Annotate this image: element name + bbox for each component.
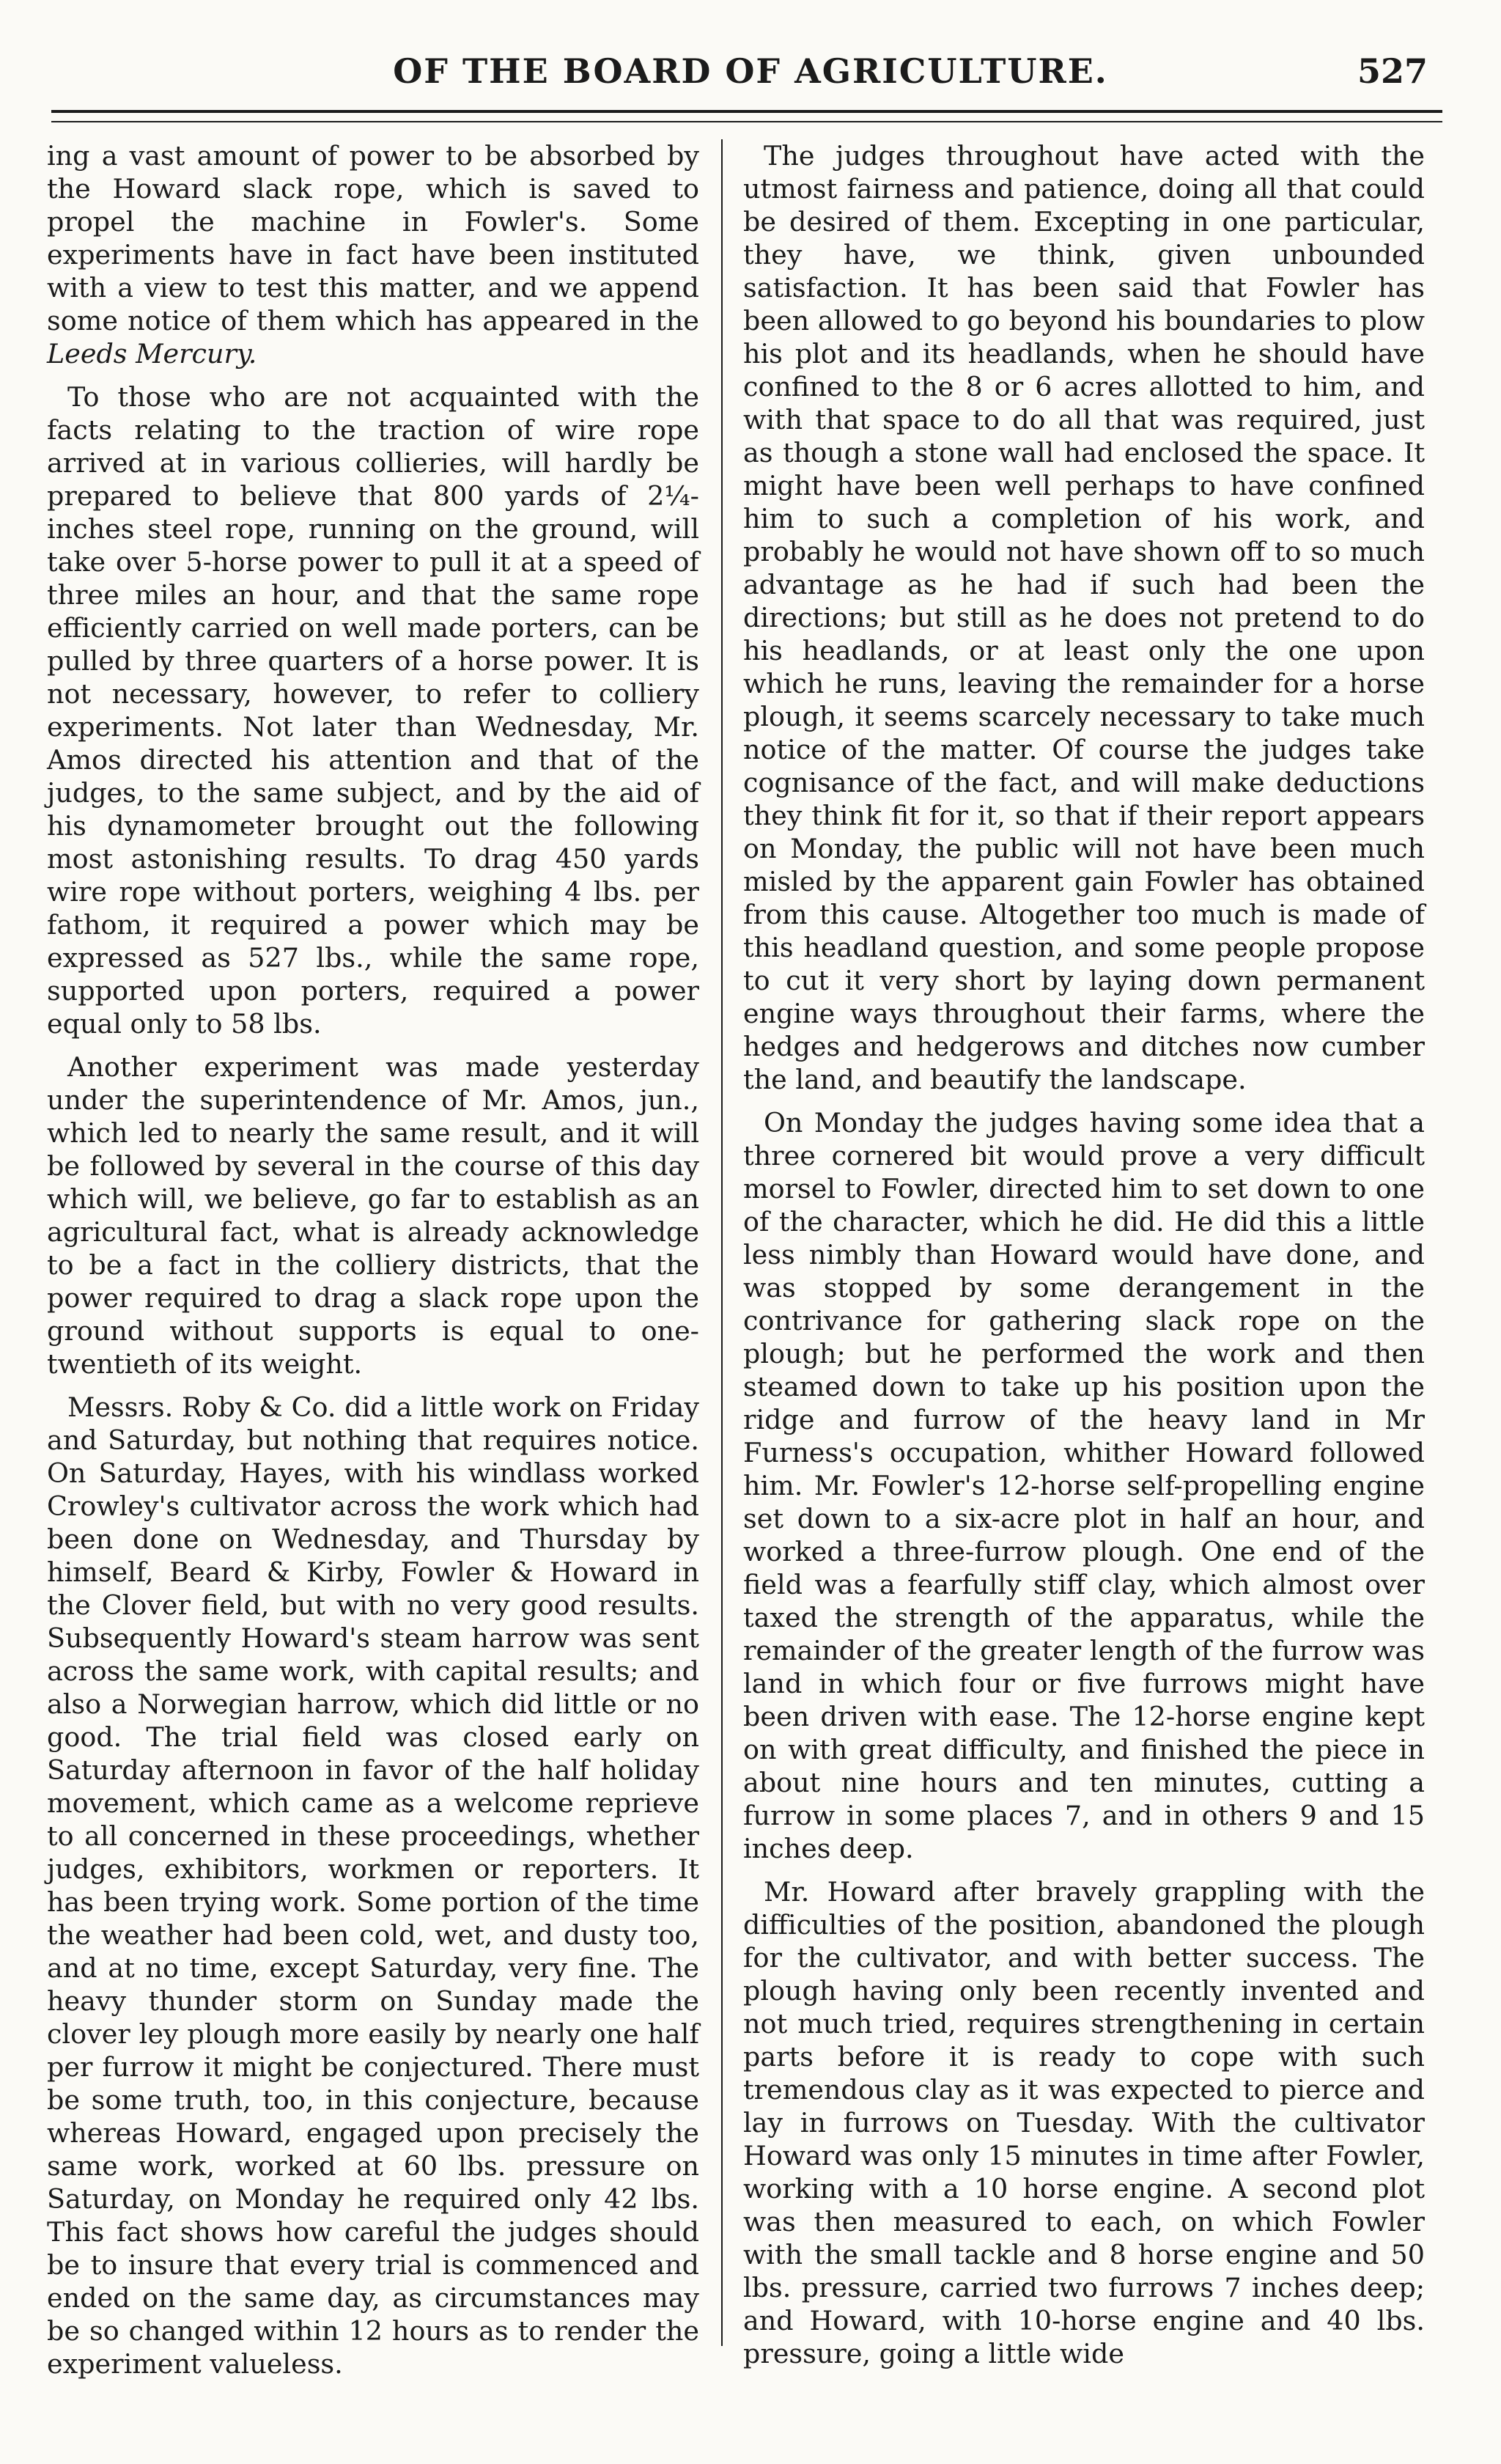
paragraph: Mr. Howard after bravely grappling with the difficulties of the position, abandoned the plough for the cultivator, and with better success. The plough having only been recently invented and not much tried, requires strengthening in certain parts before it is ready to cope with such tremendous clay as it was expected to pierce and lay in furrows on Tuesday. With the cultivator Howard was only 15 minutes in time after Fowler, working with a 10 horse engine. A second plot was then measured to each, on which Fowler with the small tackle and 8 horse engine and 50 lbs. pressure, carried two furrows 7 inches deep; and Howard, with 10-horse engine and 40 lbs. pressure, going a little wide: [743, 1876, 1425, 2369]
source-title: Leeds Mercury.: [47, 338, 257, 369]
header-rule: [51, 110, 1442, 113]
paragraph: The judges throughout have acted with the utmost fairness and patience, doing all that could be desired of them. Excepting in one particular, they have, we think, given unbounded satisfaction. It has been said that Fowler has been allowed to go beyond his boundaries to plow his plot and its headlands, when he should have confined to the 8 or 6 acres allotted to him, and with that space to do all that was required, just as though a stone wall had enclosed the space. It might have been well perhaps to have confined him to such a completion of his work, and probably he would not have shown off to so much advantage as he had if such had been the directions; but still as he does not pretend to do his headlands, or at least only the one upon which he runs, leaving the remainder for a horse plough, it seems scarcely necessary to take much notice of the matter. Of course the judges take cognisance of the fact, and will make deductions they think fit for it, so that if their report appears on Monday, the public will not have been much misled by the apparent gain Fowler has obtained from this cause. Altogether too much is made of this headland question, and some people propose to cut it very short by laying down permanent engine ways throughout their farms, where the hedges and hedgerows and ditches now cumber the land, and beautify the landscape.: [743, 140, 1425, 1095]
column-divider: [721, 139, 723, 2346]
page-number: 527: [1357, 51, 1428, 91]
running-header: [44, 51, 1457, 103]
paragraph: To those who are not acquainted with the facts relating to the traction of wire rope arrived at in various collieries, will hardly be prepared to believe that 800 yards of 2¼-inches steel rope, running on the ground, will take over 5-horse power to pull it at a speed of three miles an hour, and that the same rope efficiently carried on well made porters, can be pulled by three quarters of a horse power. It is not necessary, however, to refer to colliery experiments. Not later than Wednesday, Mr. Amos directed his attention and that of the judges, to the same subject, and by the aid of his dynamometer brought out the following most astonishing results. To drag 450 yards wire rope without porters, weighing 4 lbs. per fathom, it required a power which may be expressed as 527 lbs., while the same rope, supported upon porters, required a power equal only to 58 lbs.: [47, 381, 699, 1040]
right-column: [743, 139, 1425, 2380]
left-column: [47, 139, 699, 2391]
paragraph: [47, 139, 699, 370]
running-title: OF THE BOARD OF AGRICULTURE.: [393, 51, 1108, 91]
paragraph: Another experiment was made yesterday under the superintendence of Mr. Amos, jun., which led to nearly the same result, and it will be followed by several in the course of this day which will, we believe, go far to establish as an agricultural fact, what is already acknowledge to be a fact in the colliery districts, that the power required to drag a slack rope upon the ground without supports is equal to one-twentieth of its weight.: [47, 1051, 699, 1380]
paragraph: On Monday the judges having some idea that a three cornered bit would prove a very difficult morsel to Fowler, directed him to set down to one of the character, which he did. He did this a little less nimbly than Howard would have done, and was stopped by some derangement in the contrivance for gathering slack rope on the plough; but he performed the work and then steamed down to take up his position upon the ridge and furrow of the heavy land in Mr Furness's occupation, whither Howard followed him. Mr. Fowler's 12-horse self-propelling engine set down to a six-acre plot in half an hour, and worked a three-furrow plough. One end of the field was a fearfully stiff clay, which almost over taxed the strength of the apparatus, while the remainder of the greater length of the furrow was land in which four or five furrows might have been driven with ease. The 12-horse engine kept on with great difficulty, and finished the piece in about nine hours and ten minutes, cutting a furrow in some places 7, and in others 9 and 15 inches deep.: [743, 1107, 1425, 1864]
paragraph-text: ing a vast amount of power to be absorbed by the Howard slack rope, which is saved to propel the machine in Fowler's. Some experiments have in fact have been instituted with a view to test this matter, and we append some notice of them which has appeared in the: [47, 140, 699, 336]
paragraph: Messrs. Roby & Co. did a little work on Friday and Saturday, but nothing that requires notice. On Saturday, Hayes, with his windlass worked Crowley's cultivator across the work which had been done on Wednesday, and Thursday by himself, Beard & Kirby, Fowler & Howard in the Clover field, but with no very good results. Subsequently Howard's steam harrow was sent across the same work, with capital results; and also a Norwegian harrow, which did little or no good. The trial field was closed early on Saturday afternoon in favor of the half holiday movement, which came as a welcome reprieve to all concerned in these proceedings, whether judges, exhibitors, workmen or reporters. It has been trying work. Some portion of the time the weather had been cold, wet, and dusty too, and at no time, except Saturday, very fine. The heavy thunder storm on Sunday made the clover ley plough more easily by nearly one half per furrow it might be conjectured. There must be some truth, too, in this conjecture, because whereas Howard, engaged upon precisely the same work, worked at 60 lbs. pressure on Saturday, on Monday he required only 42 lbs. This fact shows how careful the judges should be to insure that every trial is commenced and ended on the same day, as circumstances may be so changed within 12 hours as to render the experiment valueless.: [47, 1391, 699, 2380]
header-rule-thin: [51, 121, 1442, 122]
